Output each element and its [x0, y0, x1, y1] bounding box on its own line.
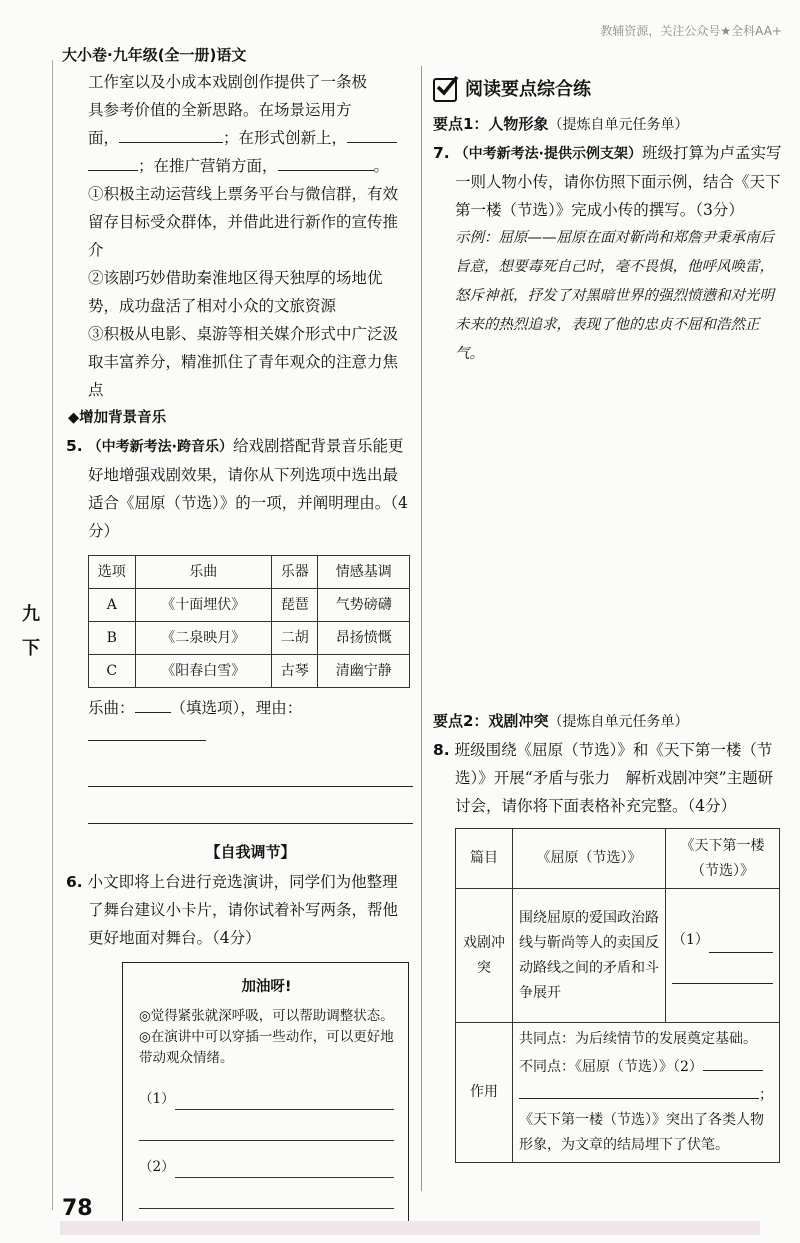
side-char-2: 下 — [22, 638, 40, 659]
answer-blank[interactable] — [175, 1079, 394, 1110]
table-header: 《屈原（节选）》 — [513, 829, 666, 889]
table-cell: 气势磅礴 — [318, 589, 410, 622]
option-1: ①积极主动运营线上票务平台与微信群，有效留存目标受众群体，并借此进行新作的宣传推介 — [88, 185, 399, 259]
answer-blank[interactable] — [175, 1147, 394, 1178]
option-blank[interactable] — [135, 694, 171, 713]
checkbox-icon — [433, 78, 457, 102]
question-text: 班级围绕《屈原（节选）》和《天下第一楼（节选）》开展“矛盾与张力 解析戏剧冲突”主题研讨会，请你将下面表格补充完整。（4分） — [454, 741, 774, 815]
table-cell: 二胡 — [271, 622, 318, 655]
question-number: 7. — [433, 144, 450, 162]
blank-row-1: （1） — [139, 1079, 394, 1110]
table-row — [89, 655, 410, 688]
question-tag: （中考新考法·提供示例支架） — [454, 146, 642, 162]
right-column — [433, 76, 785, 1163]
table-header: 篇目 — [456, 829, 513, 889]
blank-row-2: （2） — [139, 1147, 394, 1178]
text-line: 面， ；在形式创新上， — [88, 124, 413, 152]
question-text: 小文即将上台进行竞选演讲，同学们为他整理了舞台建议小卡片，请你试着补写两条，帮他更好地面对舞台。（4分） — [87, 873, 399, 947]
question-7 — [433, 139, 785, 224]
bottom-edge — [60, 1221, 760, 1235]
answer-line: 乐曲： （填选项），理由： — [88, 694, 413, 750]
table-cell: 琵琶 — [271, 589, 318, 622]
row-label: 作用 — [456, 1023, 513, 1163]
table-cell: A — [89, 589, 136, 622]
question-tag: （中考新考法·跨音乐） — [87, 439, 233, 455]
answer-blank[interactable] — [347, 124, 397, 143]
music-options-table — [88, 555, 410, 688]
watermark: 教辅资源，关注公众号★全科AA+ — [600, 24, 782, 38]
subheading: ◆增加背景音乐 — [68, 410, 167, 426]
text-line: ；在推广营销方面， 。 — [88, 152, 413, 180]
point-2: 要点2：戏剧冲突（提炼自单元任务单） — [433, 712, 689, 730]
table-cell: 围绕屈原的爱国政治路线与靳尚等人的卖国反动路线之间的矛盾和斗争展开 — [513, 889, 666, 1023]
table-cell: C — [89, 655, 136, 688]
option-3: ③积极从电影、桌游等相关媒介形式中广泛汲取丰富养分，精准抓住了青年观众的注意力焦点 — [88, 325, 399, 399]
table-cell: 《阳春白雪》 — [135, 655, 271, 688]
reason-line[interactable] — [88, 787, 413, 824]
table-cell: B — [89, 622, 136, 655]
table-cell: 昂扬愤慨 — [318, 622, 410, 655]
answer-blank[interactable] — [709, 930, 773, 953]
row-label: 戏剧冲突 — [456, 889, 513, 1023]
question-number: 5. — [66, 437, 83, 455]
table-header: 情感基调 — [318, 556, 410, 589]
question-5 — [66, 432, 413, 545]
example-text: 示例：屈原——屈原在面对靳尚和郑詹尹秉承南后旨意，想要毒死自己时，毫不畏惧，他呼风唤雷，怒斥神祇，抒发了对黑暗世界的强烈愤懑和对光明未来的热烈追求，表现了他的忠贞不屈和浩然正气。 — [455, 230, 774, 362]
question-number: 8. — [433, 741, 450, 759]
question-number: 6. — [66, 873, 83, 891]
table-header: 《天下第一楼（节选）》 — [666, 829, 780, 889]
question-text: 给戏剧搭配背景音乐能更好地增强戏剧效果，请你从下列选项中选出最适合《屈原（节选）》的一项，并阐明理由。（4分） — [88, 437, 408, 540]
table-row — [89, 622, 410, 655]
conflict-analysis-table — [455, 828, 780, 1163]
question-6 — [66, 868, 413, 952]
margin-rule — [52, 60, 53, 1210]
table-row — [89, 589, 410, 622]
table-cell: 清幽宁静 — [318, 655, 410, 688]
self-regulation-title: 【自我调节】 — [205, 843, 296, 861]
card-title: 加油呀! — [241, 979, 292, 995]
table-cell: 《二泉映月》 — [135, 622, 271, 655]
answer-blank[interactable] — [278, 152, 374, 171]
table-cell: 古琴 — [271, 655, 318, 688]
tip-1: ◎觉得紧张就深呼吸，可以帮助调整状态。 — [139, 1008, 394, 1024]
book-title: 大小卷·九年级(全一册)语文 — [62, 46, 247, 64]
table-cell: 《十面埋伏》 — [135, 589, 271, 622]
text-line: 具参考价值的全新思路。在场景运用方 — [88, 101, 352, 119]
answer-blank[interactable] — [119, 124, 223, 143]
point-1: 要点1：人物形象（提炼自单元任务单） — [433, 115, 689, 133]
table-cell: （1） — [666, 889, 780, 1023]
table-cell: 共同点：为后续情节的发展奠定基础。 不同点：《屈原（节选）》（2） ； 《天下第一楼（节选）》突出了各类人物形象，为文章的结局埋下了伏笔。 — [513, 1023, 780, 1163]
tip-2: ◎在演讲中可以穿插一些动作，可以更好地带动观众情绪。 — [139, 1029, 394, 1066]
answer-blank[interactable] — [519, 1080, 759, 1099]
question-text: 班级打算为卢孟实写一则人物小传，请你仿照下面示例，结合《天下第一楼（节选）》完成小传的撰写。（3分） — [455, 144, 782, 219]
answer-blank[interactable] — [672, 953, 773, 984]
answer-blank[interactable] — [703, 1052, 763, 1071]
tip-card — [122, 962, 409, 1224]
table-header: 选项 — [89, 556, 136, 589]
section-title: 阅读要点综合练 — [433, 76, 785, 104]
answer-blank[interactable] — [139, 1110, 394, 1141]
page-number: 78 — [62, 1196, 93, 1221]
reason-line[interactable] — [88, 750, 413, 787]
column-divider — [421, 66, 422, 1191]
answer-blank[interactable] — [139, 1178, 394, 1209]
option-2: ②该剧巧妙借助秦淮地区得天独厚的场地优势，成功盘活了相对小众的文旅资源 — [88, 269, 383, 315]
answer-space[interactable] — [433, 369, 785, 707]
table-header: 乐曲 — [135, 556, 271, 589]
side-char-1: 九 — [22, 604, 40, 625]
answer-blank[interactable] — [88, 152, 138, 171]
table-header: 乐器 — [271, 556, 318, 589]
reason-blank[interactable] — [88, 722, 206, 741]
question-8 — [433, 736, 785, 820]
text-line: 工作室以及小成本戏剧创作提供了一条极 — [88, 73, 368, 91]
